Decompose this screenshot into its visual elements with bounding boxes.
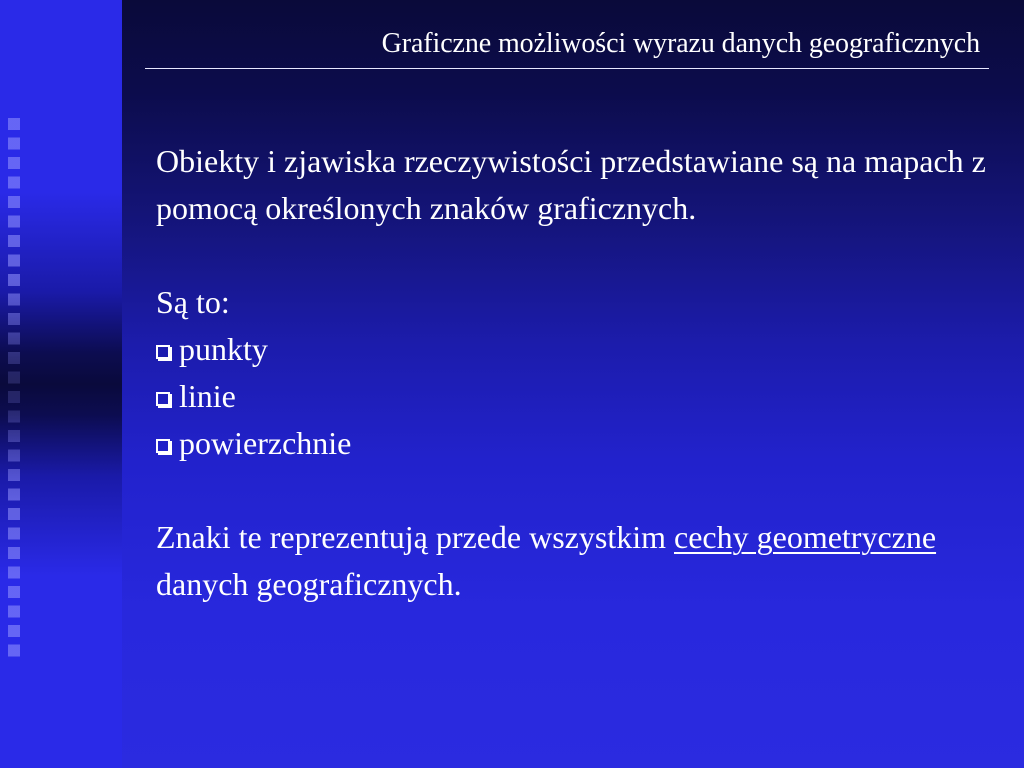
- intro-paragraph: Obiekty i zjawiska rzeczywistości przedstawiane są na mapach z pomocą określonych znaków graficznych.: [156, 143, 986, 226]
- summary-paragraph: [156, 514, 996, 608]
- summary-text-start: Znaki te reprezentują przede wszystkim: [156, 519, 674, 555]
- slide-title: Graficzne możliwości wyrazu danych geograficznych: [381, 28, 980, 59]
- bullet-label: punkty: [179, 331, 268, 367]
- decorative-square-column: [8, 118, 26, 663]
- checkbox-bullet-icon: [156, 439, 170, 453]
- list-intro: Są to:: [156, 284, 230, 320]
- geometric-features-link[interactable]: cechy geometryczne: [674, 519, 937, 555]
- bullet-item-areas: [156, 420, 996, 467]
- bullet-label: linie: [179, 378, 236, 414]
- bullet-item-lines: [156, 373, 996, 420]
- bullet-label: powierzchnie: [179, 425, 352, 461]
- slide-content: [156, 138, 996, 608]
- checkbox-bullet-icon: [156, 392, 170, 406]
- title-divider: [145, 68, 989, 69]
- bullet-item-points: [156, 326, 996, 373]
- summary-text-end: danych geograficznych.: [156, 566, 462, 602]
- checkbox-bullet-icon: [156, 345, 170, 359]
